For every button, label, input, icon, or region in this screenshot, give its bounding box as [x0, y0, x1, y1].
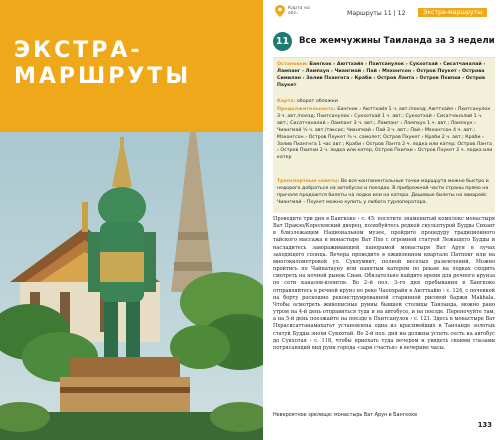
duration-label: Продолжительность:: [277, 107, 336, 112]
routes-reference: Маршруты 11 | 12: [347, 10, 406, 17]
map-reference: Карта на обл.: [288, 6, 310, 17]
section-tag: Экстра-маршруты: [418, 8, 487, 17]
route-info-box: [273, 57, 495, 213]
body-text: Проведите три дня в Бангкоке › с. 45: посетите знаменитый комплекс монастыря Ват Пракэо/Королевский дворец, полюбуйтесь редкой скульптурой Будды Сиханг в близлежащем Национальном музее, пройдите процедуру традиционного тайского массажа в монастыре Ват Пхо с огромной статуей Лежащего Будды и насладитесь завораживающей панорамой монастыря Ват Арун в лучах заходящего солнца. Вечера проведите в оживленном квартале Патпонг или на многокилометровой ул. Сукхумвит, полной веселых развлечений. Можно пройтись по Чайнатауну или нанятым катером по рекам на лодках сходить смотреть на ночной рынок Сиам. Обязательно найдите время для речного круиза по сети каналов-клонгов. Во 2–й пол. 3–го дня пребывания в Бангкоке отправляйтесь в речной круиз по реке Чаопхрайя в Аюттхайю › с. 124, с почевкой на борту роскошно реконструированной старинной рисовой баржи Маkhala. Чтобы осмотреть живописные руины бывшей столицы Таиланда, можно рано утром на 4-й день отправиться туда и на автобусе, и на поезде. Переночуйте там, а на 5-й день поезжайте на поезде в Пхитсанулок › с. 121. Здесь в монастыре Ват Пхрасисаттанамахатат установлена одна из красивейших в Таиланде золотых статуй Будды эпохи Сукхотай. Во 2-й пол. дня вы должны успеть сесть на автобус до Сукхотая › с. 118, чтобы приехать туда вечером и увидеть своими глазами потрясающий вид руин города «зари счастья» в вечерние часы.: [273, 216, 495, 351]
photo-caption: Невероятное зрелище: монастырь Ват Арун в Бангкоке: [273, 412, 418, 418]
stops-label: Остановки:: [277, 62, 308, 67]
chapter-banner: [0, 0, 263, 132]
map-text: оборот обложки: [296, 99, 338, 104]
route-title: Все жемчужины Таиланда за 3 недели: [299, 36, 495, 46]
chapter-title-line2: МАРШРУТЫ: [14, 64, 192, 89]
page-number: 133: [477, 421, 492, 429]
page-header: [263, 0, 500, 24]
map-paragraph: [277, 99, 493, 106]
transport-paragraph: [277, 179, 493, 207]
transport-text: Во все континентальные точки маршрута можно быстро и недорого добраться на автобусах и поездах. В прибрежной части страны прямо на причале продаются билеты на лодки или на катера. Дешевые билеты на эвиарейс Чиангмай – Пхукет можно купить у любого турлоператора.: [277, 179, 489, 205]
chapter-title-line1: ЭКСТРА-: [14, 38, 143, 63]
duration-paragraph: [277, 107, 493, 162]
transport-label: Транспортные советы:: [277, 179, 340, 184]
map-label: Карта:: [277, 99, 296, 104]
right-page: [263, 0, 500, 440]
route-number-badge: 11: [273, 32, 292, 51]
chapter-title: [14, 38, 191, 90]
route-heading: [273, 32, 493, 52]
map-pin-icon: [275, 5, 285, 17]
duration-text: Бангкок › Аюттхайя 1 ч. авт./поезд; Аюттхайя › Пхитсанулок 3 ч. авт./поезд; Пхитсанулок › Сукхотхай 1 ч. авт.; Сукхотхай › Сисатчаналай 1 ч. авт.; Сисатчаналай › Лампанг 3 ч. авт.; Лампанг › Лампхун 1 ч. авт.; Лампхун › Чиангмай ½ ч. авт./таксис; Чиангмай › Пай 3 ч. авт.; Пай › Мэхонгсон 4 ч. авт.; Мэхонгсон › Остров Пхукет ¾ ч. самолет; Остров Пхукет › Краби 2 ч. авт.; Краби › Залив Пхангнга 1 час авт.; Краби › Остров Ланта 2 ч. лодка или катер; Остров Ланта › Остров Пхипхи 2 ч. лодка или катер; Остров Пхипхи › Остров Пхукет 2 ч. лодка или катер: [277, 107, 493, 161]
temple-photo: [0, 132, 263, 440]
stops-paragraph: [277, 62, 493, 90]
stops-text: Бангкок › Аюттхайя › Пхитсанулок › Сукхотхай › Сисатчаналай › Лампанг › Лампхун › Чиангмай › Пай › Мэхонгсон › Остров Пхукет › Острова Симилан › Залив Пхангнга › Краби › Остров Ланта › Остров Пхипхи › Остров Пхукет: [277, 62, 486, 88]
